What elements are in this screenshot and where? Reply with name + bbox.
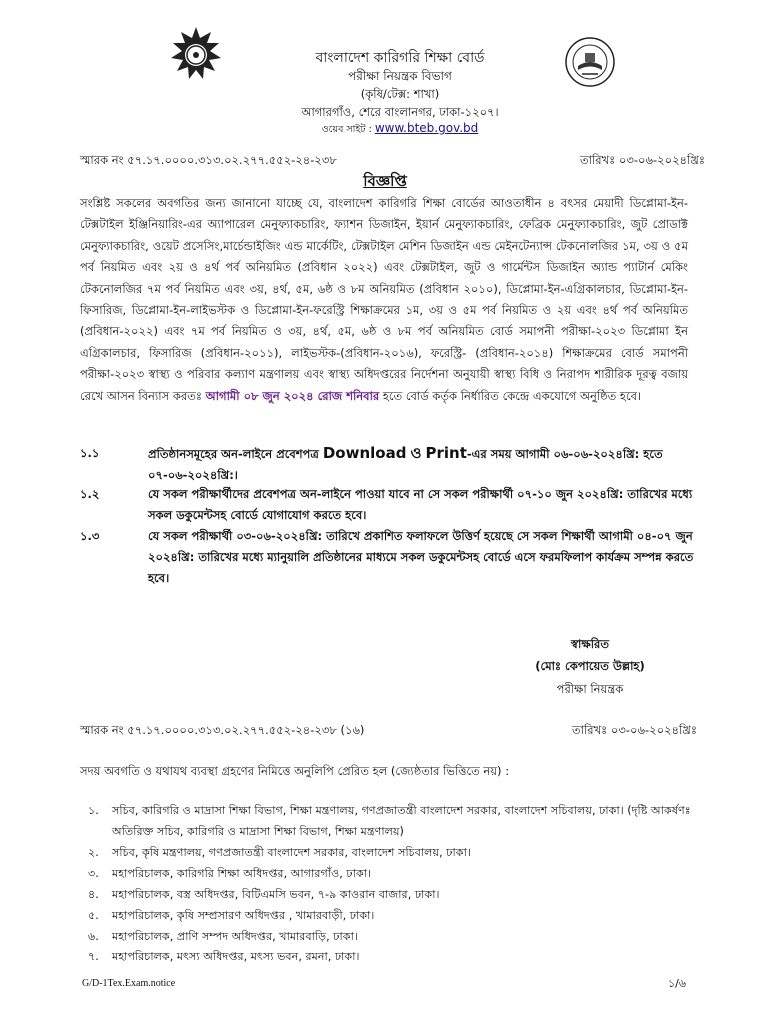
point-text xyxy=(148,443,696,486)
distribution-number: ৫. xyxy=(88,909,99,922)
signatory-name: (মোঃ কেপায়েত উল্লাহ) xyxy=(535,659,645,673)
point-item xyxy=(80,526,700,589)
branch-name: (কৃষি/টেক্স: শাখা) xyxy=(360,87,440,101)
distribution-number: ৪. xyxy=(88,888,99,901)
point-number: ১.৩ xyxy=(80,529,100,543)
notice-body xyxy=(80,193,688,407)
point-item xyxy=(80,443,700,485)
memo-date-copy: তারিখঃ ০৩-০৬-২০২৪খ্রিঃ xyxy=(572,723,697,737)
point-number: ১.১ xyxy=(80,446,100,460)
distribution-text: মহাপরিচালক, কারিগরি শিক্ষা অধিদপ্তর, আগারগাঁও, ঢাকা। xyxy=(112,867,372,880)
distribution-number: ৭. xyxy=(88,950,99,963)
memo-number: স্মারক নং ৫৭.১৭.০০০০.৩১৩.০২.২৭৭.৫৫২-২৪-২৩৮ xyxy=(80,153,337,167)
website-label: ওয়েব সাইট : xyxy=(321,124,372,135)
distribution-text: সচিব, কারিগরি ও মাদ্রাসা শিক্ষা বিভাগ, শিক্ষা মন্ত্রণালয়, গণপ্রজাতন্ত্রী বাংলাদেশ সরকার, বাংলাদেশ সচিবালয়, ঢাকা। (দৃষ্টি আকর্ষণঃ অতিরিক্ত সচিব, কারিগরি ও মাদ্রাসা শিক্ষা বিভাগ, শিক্ষা মন্ত্রণালয়) xyxy=(112,804,691,838)
distribution-number: ৬. xyxy=(88,930,99,943)
address: আগারগাঁও, শেরে বাংলানগর, ঢাকা-১২০৭। xyxy=(301,105,499,119)
exam-date-highlight: আগামী ০৮ জুন ২০২৪ রোজ শনিবার xyxy=(205,388,380,403)
point-text-post: -এর সময় আগামী ০৬-০৬-২০২৪খ্রি: হতে ০৭-০৬-২০২৪খ্রি:। xyxy=(148,447,663,482)
memo-number-copy: স্মারক নং ৫৭.১৭.০০০০.৩১৩.০২.২৭৭.৫৫২-২৪-২৩৮ (১৬) xyxy=(80,723,365,737)
point-text-print: Print xyxy=(425,444,467,462)
notice-title: বিজ্ঞপ্তি xyxy=(363,172,407,190)
distribution-text: মহাপরিচালক, মৎস্য অধিদপ্তর, মৎস্য ভবন, রমনা, ঢাকা। xyxy=(112,950,360,963)
signed-label: স্বাক্ষরিত xyxy=(571,637,609,651)
distribution-number: ১. xyxy=(88,804,99,817)
board-logo-icon xyxy=(564,36,616,88)
notice-body-text: সংশ্লিষ্ট সকলের অবগতির জন্য জানানো যাচ্ছে যে, বাংলাদেশ কারিগরি শিক্ষা বোর্ডের আওতাধীন ৪ বৎসর মেয়াদী ডিপ্লোমা-ইন-টেক্সটাইল ইঞ্জিনিয়ারিং-এর অ্যাপারেল মেনুফ্যাকচারিং, ফ্যাশন ডিজাইন, ইয়ার্ন মেনুফ্যাকচারিং, ফেব্রিক মেনুফ্যাকচারিং, জুট প্রোডাক্ট মেনুফ্যাকচারিং, ওয়েট প্রসেসিং,মার্চেন্ডাইজিং এন্ড মার্কেটিং, টেক্সটাইল মেশিন ডিজাইন এন্ড মেইনটেন্যান্স টেকনোলজির ১ম, ৩য় ও ৫ম পর্ব নিয়মিত এবং ২য় ও ৪র্থ পর্ব অনিয়মিত (প্রবিধান ২০২২) এবং টেক্সটাইল, জুট ও গার্মেন্টস ডিজাইন অ্যান্ড প্যাটার্ন মেকিং টেকনোলজির ৭ম পর্ব নিয়মিত এবং ৩য়, ৪র্থ, ৫ম, ৬ষ্ঠ ও ৮ম অনিয়মিত (প্রবিধান ২০১০), ডিপ্লোমা-ইন-এগ্রিকালচার, ডিপ্লোমা-ইন-ফিসারিজ, ডিপ্লোমা-ইন-লাইভস্টক ও ডিপ্লোমা-ইন-ফরেস্ট্রি শিক্ষাক্রমের ১ম, ৩য় ও ৫ম পর্ব নিয়মিত ও ২য় এবং ৪র্থ পর্ব অনিয়মিত (প্রবিধান-২০২২) এবং ৭ম পর্ব নিয়মিত ও ৩য়, ৪র্থ, ৫ম, ৬ষ্ঠ ও ৮ম পর্ব অনিয়মিত বোর্ড সমাপনী পরীক্ষা-২০২৩ ডিপ্লোমা ইন এগ্রিকালচার, ফিসারিজ (প্রবিধান-২০১১), লাইভস্টক-(প্রবিধান-২০১৬), ফরেস্ট্রি- (প্রবিধান-২০১৪) শিক্ষাক্রমের বোর্ড সমাপনী পরীক্ষা-২০২৩ স্বাস্থ্য ও পরিবার কল্যাণ মন্ত্রণালয় এবং স্বাস্থ্য অধিদপ্তরের নির্দেশনা অনুযায়ী স্বাস্থ্য বিধি ও নিরাপদ শারীরিক দূরত্ব বজায় রেখে আসন বিন্যাস করতঃ xyxy=(80,196,688,403)
distribution-text: মহাপরিচালক, বস্ত্র অধিদপ্তর, বিটিএমসি ভবন, ৭-৯ কাওরান বাজার, ঢাকা। xyxy=(112,888,440,901)
distribution-text: সচিব, কৃষি মন্ত্রণালয়, গণপ্রজাতন্ত্রী বাংলাদেশ সরকার, বাংলাদেশ সচিবালয়, ঢাকা। xyxy=(112,846,471,859)
website-line xyxy=(250,121,550,138)
footer-code: G/D-1Tex.Exam.notice xyxy=(82,978,176,989)
distribution-number: ২. xyxy=(88,846,99,859)
copy-intro: সদয় অবগতি ও যথাযথ ব্যবস্থা গ্রহণের নিমিত্তে অনুলিপি প্রেরিত হল (জ্যেষ্ঠতার ভিত্তিতে নয়) : xyxy=(80,764,510,778)
memo-date: তারিখঃ ০৩-০৬-২০২৪খ্রিঃ xyxy=(580,153,705,167)
point-text-pre: প্রতিষ্ঠানসমূহের অন-লাইনে প্রবেশপত্র xyxy=(148,447,319,461)
notice-body-tail: হতে বোর্ড কর্তৃক নির্ধারিত কেন্দ্রে একযোগে অনুষ্ঠিত হবে। xyxy=(382,388,642,403)
page-number: ১/৬ xyxy=(668,977,686,990)
distribution-number: ৩. xyxy=(88,867,99,880)
point-text-conj: ও xyxy=(410,444,422,462)
department-name: পরীক্ষা নিয়ন্ত্রক বিভাগ xyxy=(348,69,452,83)
distribution-text: মহাপরিচালক, কৃষি সম্প্রসারণ অধিদপ্তর , খামারবাড়ী, ঢাকা। xyxy=(112,909,375,922)
point-text-download: Download xyxy=(322,444,407,462)
point-item xyxy=(80,484,700,526)
point-text: যে সকল পরীক্ষার্থী ০৩-০৬-২০২৪খ্রি: তারিখে প্রকাশিত ফলাফলে উত্তির্ণ হয়েছে সে সকল শিক্ষার্থী আগামী ০৪-০৭ জুন ২০২৪খ্রি: তারিখের মধ্যে ম্যানুয়ালি প্রতিষ্ঠানের মাধ্যমে সকল ডকুমেন্টসহ বোর্ডে এসে ফরমফিলাপ কার্যক্রম সম্পন্ন করতে হবে। xyxy=(148,529,694,585)
org-name: বাংলাদেশ কারিগরি শিক্ষা বোর্ড xyxy=(315,50,485,66)
website-link[interactable]: www.bteb.gov.bd xyxy=(374,121,479,135)
signatory-designation: পরীক্ষা নিয়ন্ত্রক xyxy=(556,682,624,696)
government-emblem-icon xyxy=(167,26,225,84)
point-number: ১.২ xyxy=(80,487,100,501)
distribution-text: মহাপরিচালক, প্রাণি সম্পদ অধিদপ্তর, খামারবাড়ি, ঢাকা। xyxy=(112,930,358,943)
point-text: যে সকল পরীক্ষার্থীদের প্রবেশপত্র অন-লাইনে পাওয়া যাবে না সে সকল পরীক্ষার্থী ০৭-১০ জুন ২০২৪খ্রি: তারিখের মধ্যে সকল ডকুমেন্টসহ বোর্ডে যোগাযোগ করতে হবে। xyxy=(148,487,693,522)
